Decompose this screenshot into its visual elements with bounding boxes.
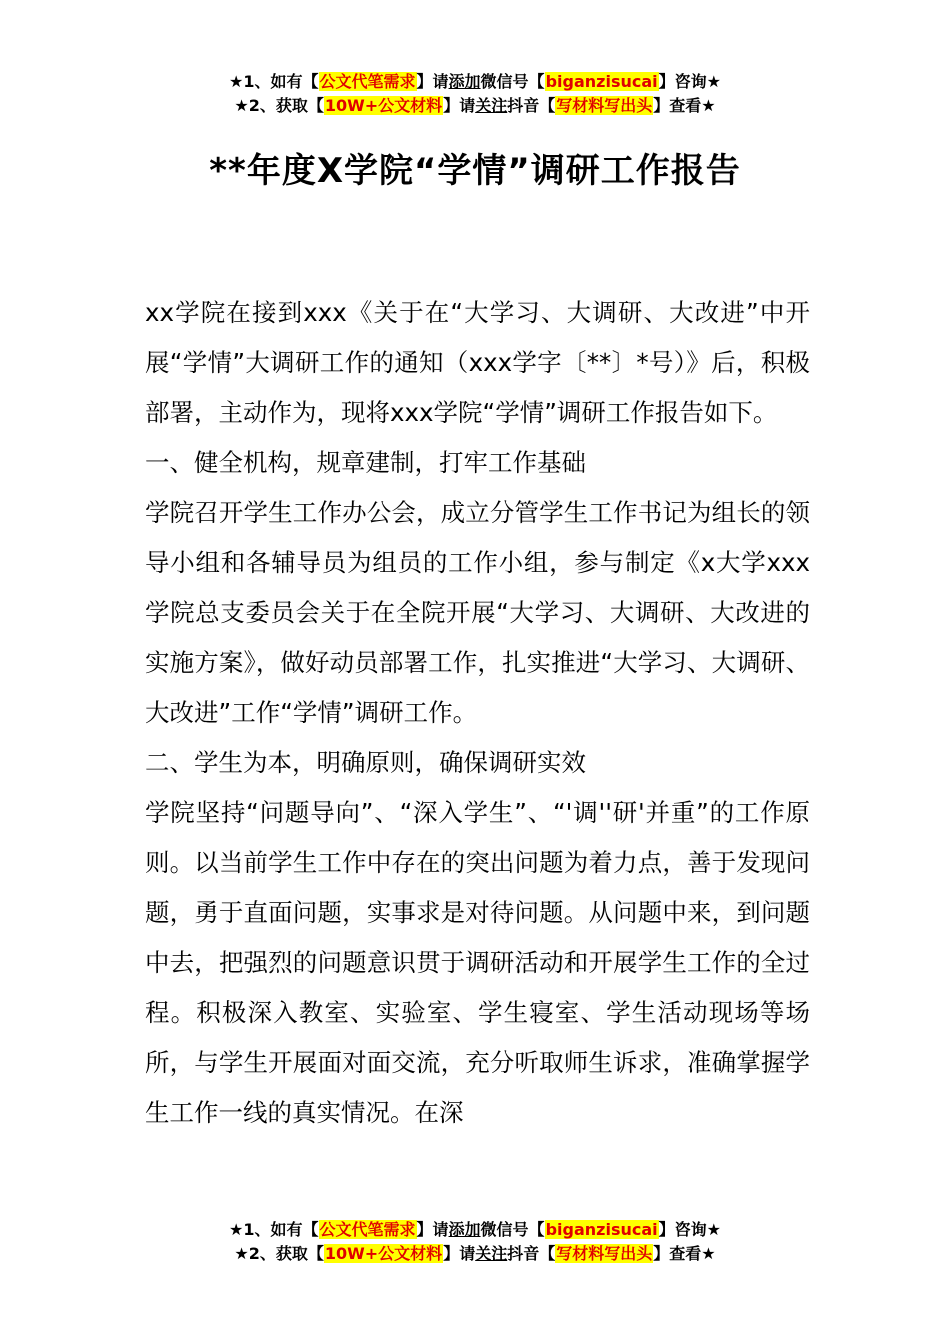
banner-line-1 (0, 70, 950, 94)
header-banner (0, 70, 950, 118)
banner-line-1 (0, 1218, 950, 1242)
banner-text: 】请 (416, 1220, 449, 1239)
highlight-douyin-account: 写材料写出头 (556, 1244, 653, 1263)
paragraph-section-1: 学院召开学生工作办公会，成立分管学生工作书记为组长的领导小组和各辅导员为组员的工作小组，参与制定《x大学xxx学院总支委员会关于在全院开展“大学习、大调研、大改进的实施方案》，做好动员部署工作，扎实推进“大学习、大调研、大改进”工作“学情”调研工作。 (145, 498, 810, 727)
banner-text: 1、如有【 (243, 1220, 319, 1239)
document-title: **年度X学院“学情”调研工作报告 (209, 151, 741, 191)
banner-text: 微信号【 (480, 1220, 545, 1239)
highlight-wechat-id: biganzisucai (545, 1220, 658, 1239)
star-icon: ★ (234, 1244, 249, 1263)
paragraph-section-2: 学院坚持“问题导向”、“深入学生”、“'调''研'并重”的工作原则。以当前学生工作中存在的突出问题为着力点，善于发现问题，勇于直面问题，实事求是对待问题。从问题中来，到问题中去，把强烈的问题意识贯于调研活动和开展学生工作的全过程。积极深入教室、实验室、学生寝室、学生活动现场等场所，与学生开展面对面交流，充分听取师生诉求，准确掌握学生工作一线的真实情况。在深 (145, 798, 810, 1127)
paragraph-intro: xx学院在接到xxx《关于在“大学习、大调研、大改进”中开展“学情”大调研工作的通知（xxx学字〔**〕*号）》后，积极部署，主动作为，现将xxx学院“学情”调研工作报告如下。 (145, 298, 810, 427)
banner-text: 】请 (443, 96, 476, 115)
banner-text: 微信号【 (480, 72, 545, 91)
banner-text: 2、获取【 (248, 96, 324, 115)
banner-text: 】咨询★ (658, 1220, 721, 1239)
highlight-materials: 10W+公文材料 (324, 96, 443, 115)
banner-underlined: 添加 (448, 72, 481, 91)
banner-underlined: 关注 (475, 96, 508, 115)
star-icon: ★ (234, 96, 249, 115)
banner-underlined: 添加 (448, 1220, 481, 1239)
banner-text: 】查看★ (653, 96, 716, 115)
highlight-service: 公文代笔需求 (319, 1220, 416, 1239)
document-body (145, 288, 810, 1138)
section-heading-1: 一、健全机构，规章建制，打牢工作基础 (145, 448, 586, 477)
star-icon: ★ (229, 72, 244, 91)
banner-text: 2、获取【 (248, 1244, 324, 1263)
highlight-douyin-account: 写材料写出头 (556, 96, 653, 115)
banner-text: 】查看★ (653, 1244, 716, 1263)
highlight-wechat-id: biganzisucai (545, 72, 658, 91)
banner-text: 】咨询★ (658, 72, 721, 91)
star-icon: ★ (229, 1220, 244, 1239)
footer-banner (0, 1218, 950, 1266)
banner-line-2 (0, 94, 950, 118)
banner-line-2 (0, 1242, 950, 1266)
banner-text: 】请 (443, 1244, 476, 1263)
highlight-materials: 10W+公文材料 (324, 1244, 443, 1263)
highlight-service: 公文代笔需求 (319, 72, 416, 91)
banner-text: 抖音【 (507, 1244, 556, 1263)
banner-underlined: 关注 (475, 1244, 508, 1263)
banner-text: 抖音【 (507, 96, 556, 115)
banner-text: 1、如有【 (243, 72, 319, 91)
banner-text: 】请 (416, 72, 449, 91)
section-heading-2: 二、学生为本，明确原则，确保调研实效 (145, 748, 586, 777)
